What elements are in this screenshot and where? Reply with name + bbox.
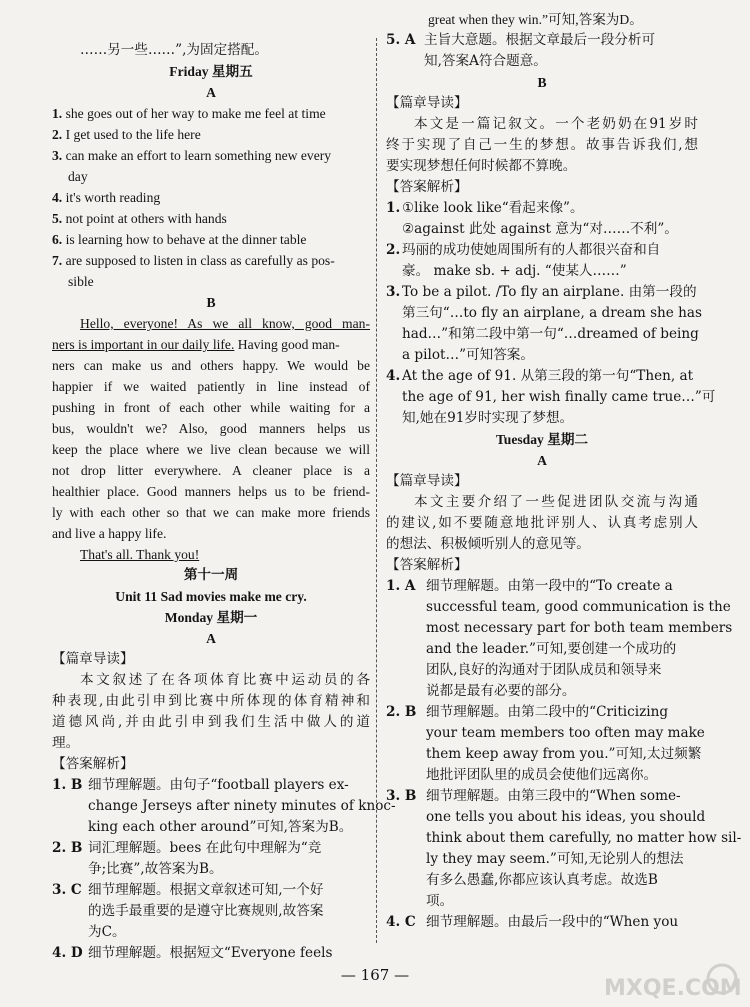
answer-5-line — [386, 51, 698, 72]
answer-text: most necessary part for both team members — [426, 620, 733, 636]
friday-answer-item — [52, 124, 370, 145]
guide-line: 要实现梦想任何时候都不算晚。 — [386, 158, 577, 174]
answer-text: 细节理解题。由第二段中的“Criticizing — [426, 704, 669, 720]
essay-line: happier if we waited patiently in line instead of — [52, 379, 370, 394]
answer-text: them keep away from you.”可知,太过频繁 — [426, 746, 702, 762]
item-text: are supposed to listen in class as carefully as pos- — [65, 253, 335, 268]
monday-answer-line — [52, 775, 370, 796]
tuesday-answer-line — [386, 681, 698, 702]
item-number: 2. — [52, 127, 66, 142]
essay-line: keep the place where we live clean because we will — [52, 442, 370, 457]
tuesday-answer-line — [386, 723, 705, 744]
week-heading: 第十一周 — [183, 567, 239, 583]
answer-text: 主旨大意题。根据文章最后一段分析可 — [424, 32, 656, 48]
answer-number: 2. B — [386, 704, 417, 720]
monday-heading: Monday 星期一 — [164, 610, 258, 625]
answer-text: 有多么愚蠢,你都应该认真考虑。故选B — [426, 872, 658, 888]
item-number: 7. — [52, 253, 66, 268]
friday-section-a: A — [206, 85, 216, 100]
watermark-logo — [602, 961, 742, 1001]
guide-line: 本文叙述了在各项体育比赛中运动员的各 — [80, 672, 370, 688]
friday-answer-item — [52, 250, 370, 271]
item-number: 1. — [52, 106, 66, 121]
answer-text: 豪。 make sb. + adj. “使某人……” — [402, 263, 627, 279]
monday-answer-line — [52, 901, 370, 922]
tuesday-section-a: A — [537, 453, 547, 468]
answer-text: a pilot…”可知答案。 — [402, 347, 534, 363]
tuesday-answer-line — [386, 618, 733, 639]
essay-line: Hello, everyone! As we all know, good man- — [80, 316, 370, 331]
answer-text: ly they may seem.”可知,无论别人的想法 — [426, 851, 684, 867]
answer-number: 2. B — [52, 840, 83, 856]
guide-line: 终于实现了自己一生的梦想。故事告诉我们,想 — [386, 137, 698, 153]
guide-line: 本文主要介绍了一些促进团队交流与沟通 — [414, 494, 698, 510]
item-number: 6. — [52, 232, 66, 247]
tuesday-answer-line — [386, 807, 706, 828]
answer-number: 3. B — [386, 788, 417, 804]
essay-line: ners can make us and others happy. We would be — [52, 358, 370, 373]
tuesday-answer-list — [386, 576, 742, 933]
section-b-answer-line — [386, 387, 716, 408]
monday-answer-line — [52, 838, 370, 859]
answer-text: change Jerseys after ninety minutes of knoc- — [88, 798, 396, 814]
answer-label: 【答案解析】 — [386, 179, 468, 195]
essay-line: ners is important in our daily life. Having good man- — [52, 337, 340, 352]
tuesday-answer-line — [386, 639, 698, 660]
essay-line: ly with each other so that we can make more friends — [52, 505, 370, 520]
answer-5-line — [386, 30, 698, 51]
monday-answer-line — [52, 817, 370, 838]
tuesday-answer-line — [386, 828, 742, 849]
section-b-answer-line — [386, 366, 698, 387]
tuesday-answer-line — [386, 576, 698, 597]
item-text: sible — [68, 274, 94, 289]
answer-number: 3. — [386, 284, 401, 300]
tuesday-answer-line — [386, 870, 698, 891]
section-b-answer-line — [386, 282, 698, 303]
guide-line: 道德风尚,并由此引申到我们生活中做人的道 — [52, 714, 370, 730]
answer-text: 知,她在91岁时实现了梦想。 — [402, 410, 574, 426]
guide-line: 种表现,由此引申到比赛中所体现的体育精神和 — [52, 693, 370, 709]
answer-text: king each other around”可知,答案为B。 — [88, 819, 353, 835]
tuesday-answer-line — [386, 744, 702, 765]
continuation-line: great when they win.”可知,答案为D。 — [428, 12, 643, 27]
guide-line: 的建议,如不要随意地批评别人、认真考虑别人 — [386, 515, 698, 531]
section-b-answer-line — [386, 324, 698, 345]
item-text: not point at others with hands — [65, 211, 227, 226]
item-text: it's worth reading — [65, 190, 161, 205]
item-number: 5. — [52, 211, 66, 226]
answer-text: your team members too often may make — [426, 725, 705, 741]
answer-text: 细节理解题。由最后一段中的“When you — [426, 914, 679, 930]
friday-answer-item — [52, 271, 370, 292]
essay-line: That's all. Thank you! — [80, 547, 200, 562]
tuesday-heading: Tuesday 星期二 — [495, 432, 589, 447]
answer-text: 细节理解题。根据文章叙述可知,一个好 — [88, 882, 324, 898]
essay-line: not drop litter everywhere. A cleaner place is a — [52, 463, 370, 478]
friday-answer-item — [52, 187, 370, 208]
answer-text: 项。 — [426, 893, 454, 909]
answer-text: At the age of 91. 从第三段的第一句“Then, at — [402, 368, 694, 384]
answer-text: 为C。 — [88, 924, 126, 940]
right-column — [386, 12, 742, 933]
guide-line: 本文是一篇记叙文。一个老奶奶在91岁时 — [414, 116, 698, 132]
friday-answer-list — [52, 103, 370, 292]
guide-line: 理。 — [52, 735, 80, 751]
answer-label: 【答案解析】 — [386, 557, 468, 573]
answer-number: 1. A — [386, 578, 416, 594]
tuesday-answer-line — [386, 849, 698, 870]
item-text: she goes out of her way to make me feel at time — [65, 106, 326, 121]
tuesday-answer-line — [386, 891, 698, 912]
guide-label: 【篇章导读】 — [52, 651, 134, 667]
answer-text: 说都是最有必要的部分。 — [426, 683, 576, 699]
monday-answer-line — [52, 943, 370, 964]
item-number: 4. — [52, 190, 66, 205]
monday-answer-line — [52, 859, 370, 880]
section-b-answer-line — [386, 219, 698, 240]
friday-answer-item — [52, 145, 370, 166]
answer-text: ②against 此处 against 意为“对……不利”。 — [402, 221, 678, 237]
guide-label: 【篇章导读】 — [386, 95, 468, 111]
friday-answer-item — [52, 208, 370, 229]
answer-number: 4. C — [386, 914, 416, 930]
answer-text: 词汇理解题。bees 在此句中理解为“竞 — [88, 840, 322, 856]
section-b-answer-line — [386, 303, 703, 324]
item-number: 3. — [52, 148, 66, 163]
svg-text:MXQE.COM: MXQE.COM — [604, 976, 742, 1001]
guide-line: 的想法、积极倾听别人的意见等。 — [386, 536, 590, 552]
friday-answer-item — [52, 229, 370, 250]
answer-number: 1. B — [52, 777, 83, 793]
monday-answer-line — [52, 880, 370, 901]
tuesday-answer-line — [386, 597, 731, 618]
tuesday-answer-line — [386, 660, 698, 681]
answer-text: one tells you about his ideas, you should — [426, 809, 706, 825]
item-text: I get used to the life here — [65, 127, 201, 142]
essay-line: and live a happy life. — [52, 526, 167, 541]
page-number: — 167 — — [340, 966, 410, 984]
monday-section-a: A — [206, 631, 216, 646]
section-b-answer-line — [386, 345, 698, 366]
answer-text: 地批评团队里的成员会使他们远离你。 — [426, 767, 658, 783]
essay-line: pushing in front of each other while waiting for a — [52, 400, 370, 415]
unit-heading: Unit 11 Sad movies make me cry. — [115, 589, 307, 604]
answer-text: 细节理解题。由第三段中的“When some- — [426, 788, 681, 804]
item-text: day — [68, 169, 88, 184]
answer-text: 第三句“…to fly an airplane, a dream she has — [402, 305, 703, 321]
friday-heading: Friday 星期五 — [169, 64, 253, 79]
answer-text: think about them carefully, no matter how sil- — [426, 830, 742, 846]
answer-text: successful team, good communication is the — [426, 599, 731, 615]
answer-number: 4. D — [52, 945, 83, 961]
answer-text: 团队,良好的沟通对于团队成员和领导来 — [426, 662, 662, 678]
answer-text: To be a pilot. /To fly an airplane. 由第一段的 — [402, 284, 697, 300]
answer-text: 的选手最重要的是遵守比赛规则,故答案 — [88, 903, 324, 919]
answer-text: 细节理解题。由句子“football players ex- — [88, 777, 349, 793]
tuesday-answer-line — [386, 786, 698, 807]
answer-number: 3. C — [52, 882, 82, 898]
tuesday-answer-line — [386, 702, 698, 723]
friday-answer-item — [52, 166, 370, 187]
answer-5 — [386, 30, 698, 72]
monday-answer-list — [52, 775, 396, 964]
section-b-answer-line — [386, 240, 698, 261]
answer-number: 2. — [386, 242, 401, 258]
section-b-answer-line — [386, 198, 698, 219]
section-b-answer-line — [386, 261, 698, 282]
tuesday-answer-line — [386, 912, 698, 933]
monday-answer-line — [52, 796, 396, 817]
item-text: can make an effort to learn something new every — [65, 148, 332, 163]
answer-text: 细节理解题。由第一段中的“To create a — [426, 578, 673, 594]
section-b-answer-list — [386, 198, 716, 429]
answer-number: 1. — [386, 200, 401, 216]
essay-line: healthier place. Good manners helps us to be friend- — [52, 484, 370, 499]
answer-text: 知,答案A符合题意。 — [424, 53, 547, 69]
essay — [52, 313, 370, 565]
friday-section-b: B — [206, 295, 216, 310]
answer-text: the age of 91, her wish finally came true…”可 — [402, 389, 716, 405]
answer-text: had…”和第二段中第一句“…dreamed of being — [402, 326, 699, 342]
answer-label: 【答案解析】 — [52, 756, 134, 772]
friday-answer-item — [52, 103, 370, 124]
answer-number: 5. A — [386, 32, 416, 48]
answer-text: 争;比赛”,故答案为B。 — [88, 861, 223, 877]
guide-label: 【篇章导读】 — [386, 473, 468, 489]
section-b-answer-line — [386, 408, 698, 429]
tuesday-answer-line — [386, 765, 698, 786]
item-text: is learning how to behave at the dinner table — [65, 232, 307, 247]
answer-text: ①like look like“看起来像”。 — [402, 200, 584, 216]
essay-line: bus, wouldn't we? Also, good manners helps us — [52, 421, 370, 436]
section-b-heading: B — [537, 75, 547, 90]
left-column — [52, 40, 396, 964]
answer-text: and the leader.”可知,要创建一个成功的 — [426, 641, 677, 657]
answer-text: 玛丽的成功使她周围所有的人都很兴奋和自 — [402, 242, 661, 258]
intro-line: ……另一些……”,为固定搭配。 — [80, 42, 268, 58]
answer-text: 细节理解题。根据短文“Everyone feels — [88, 945, 333, 961]
monday-answer-line — [52, 922, 370, 943]
answer-number: 4. — [386, 368, 401, 384]
